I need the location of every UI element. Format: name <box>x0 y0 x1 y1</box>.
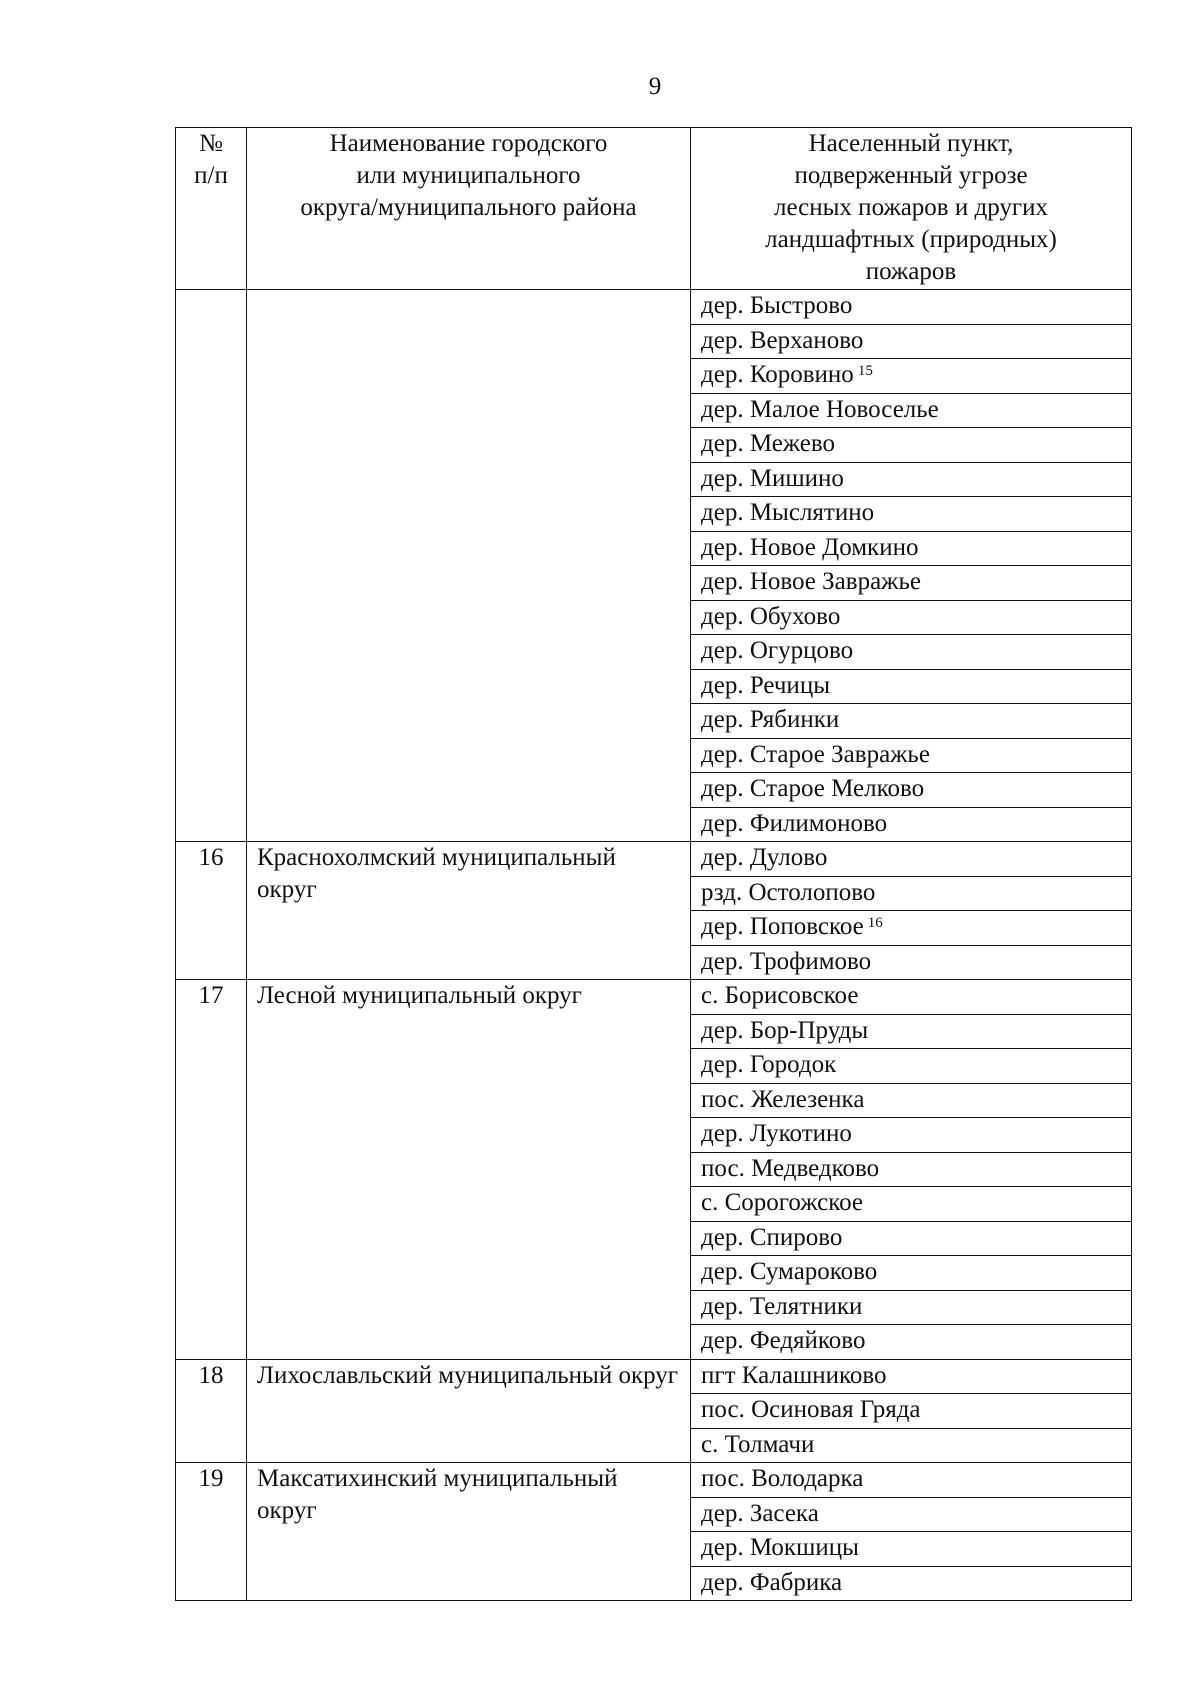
district-name: Максатихинский муниципальный округ <box>247 1463 691 1601</box>
settlements-table <box>175 127 1132 1601</box>
settlement-cell <box>691 1394 1132 1429</box>
settlement-cell <box>691 1014 1132 1049</box>
header-settlement-line: лесных пожаров и других <box>773 194 1049 221</box>
settlement-cell <box>691 1118 1132 1153</box>
settlement-cell <box>691 807 1132 842</box>
settlement-name: дер. Дулово <box>701 844 828 871</box>
settlement-cell <box>691 1497 1132 1532</box>
settlement-name: пгт Калашниково <box>701 1361 887 1389</box>
settlement-cell <box>691 1463 1132 1498</box>
settlement-cell <box>691 566 1132 601</box>
footnote-marker: 15 <box>857 363 873 379</box>
header-settlement <box>691 128 1132 290</box>
table-header <box>176 128 1132 290</box>
settlement-name: дер. Бор-Пруды <box>701 1016 869 1044</box>
settlement-cell <box>691 1221 1132 1256</box>
settlement-cell <box>691 324 1132 359</box>
settlement-name: дер. Лукотино <box>701 1120 852 1147</box>
settlement-name: дер. Огурцово <box>701 637 854 664</box>
settlement-cell <box>691 876 1132 911</box>
row-number: 19 <box>176 1463 247 1601</box>
settlement-cell <box>691 738 1132 773</box>
header-settlement-line: подверженный угрозе <box>794 162 1028 189</box>
settlement-name: дер. Городок <box>701 1051 837 1078</box>
settlement-name: пос. Медведково <box>701 1154 880 1182</box>
settlement-name: с. Толмачи <box>701 1430 815 1458</box>
header-district-line: или муниципального <box>356 162 581 189</box>
header-district-line: Наименование городского <box>329 130 608 157</box>
header-settlement-line: Населенный пункт, <box>808 130 1014 157</box>
settlement-cell <box>691 462 1132 497</box>
settlement-cell <box>691 911 1132 946</box>
settlement-cell <box>691 1049 1132 1084</box>
settlement-cell <box>691 428 1132 463</box>
settlement-cell <box>691 1152 1132 1187</box>
header-num-line: п/п <box>194 162 228 189</box>
row-number <box>176 290 247 842</box>
table-row <box>176 290 1132 325</box>
settlement-name: дер. Филимоново <box>701 809 888 837</box>
district-name <box>247 290 691 842</box>
settlement-cell <box>691 1359 1132 1394</box>
row-number: 17 <box>176 980 247 1360</box>
settlement-cell <box>691 1566 1132 1601</box>
footnote-marker: 16 <box>867 915 883 931</box>
settlement-name: с. Борисовское <box>701 982 859 1009</box>
settlement-name: дер. Телятники <box>701 1292 863 1320</box>
settlement-name: дер. Старое Мелково <box>701 775 925 802</box>
header-settlement-line: пожаров <box>865 258 957 285</box>
header-num-line: № <box>199 130 223 157</box>
district-name: Лесной муниципальный округ <box>247 980 691 1360</box>
settlement-name: пос. Осиновая Гряда <box>701 1396 921 1423</box>
settlement-name: дер. Старое Завражье <box>701 740 930 768</box>
settlement-name: дер. Речицы <box>701 671 830 699</box>
header-district-line: округа/муниципального района <box>300 194 637 221</box>
settlement-name: дер. Спирово <box>701 1223 843 1251</box>
settlement-name: дер. Обухово <box>701 602 841 630</box>
settlement-name: дер. Мишино <box>701 464 844 492</box>
settlement-name: дер. Новое Завражье <box>701 568 921 595</box>
header-num <box>176 128 247 290</box>
table-row <box>176 842 1132 877</box>
settlement-cell <box>691 497 1132 532</box>
settlement-name: рзд. Остолопово <box>701 878 876 906</box>
settlement-cell <box>691 1290 1132 1325</box>
settlement-name: дер. Поповское <box>701 913 864 940</box>
settlement-name: пос. Железенка <box>701 1085 865 1113</box>
settlement-cell <box>691 393 1132 428</box>
settlement-name: дер. Рябинки <box>701 706 840 733</box>
settlement-cell <box>691 1325 1132 1360</box>
settlement-cell <box>691 669 1132 704</box>
settlement-cell <box>691 773 1132 808</box>
table-body <box>176 290 1132 1601</box>
table-row <box>176 980 1132 1015</box>
settlement-name: дер. Фабрика <box>701 1568 843 1596</box>
settlement-cell <box>691 1428 1132 1463</box>
header-settlement-line: ландшафтных (природных) <box>765 226 1057 253</box>
settlement-name: дер. Сумароково <box>701 1258 878 1285</box>
settlement-name: дер. Федяйково <box>701 1327 866 1354</box>
settlement-name: дер. Мыслятино <box>701 499 875 526</box>
settlement-cell <box>691 1256 1132 1291</box>
settlement-cell <box>691 842 1132 877</box>
settlement-cell <box>691 600 1132 635</box>
settlement-name: дер. Трофимово <box>701 947 872 975</box>
settlement-cell <box>691 1532 1132 1567</box>
settlement-cell <box>691 531 1132 566</box>
settlement-cell <box>691 1083 1132 1118</box>
table-row <box>176 1463 1132 1498</box>
settlement-name: дер. Быстрово <box>701 292 853 319</box>
settlement-name: пос. Володарка <box>701 1465 864 1492</box>
table-row <box>176 1359 1132 1394</box>
settlement-name: дер. Межево <box>701 430 835 457</box>
settlement-name: дер. Новое Домкино <box>701 533 919 561</box>
row-number: 16 <box>176 842 247 980</box>
settlement-name: дер. Малое Новоселье <box>701 395 939 423</box>
settlement-cell <box>691 1187 1132 1222</box>
settlement-name: с. Сорогожское <box>701 1189 863 1216</box>
settlement-cell <box>691 704 1132 739</box>
district-name: Лихославльский муниципальный округ <box>247 1359 691 1463</box>
settlement-cell <box>691 980 1132 1015</box>
settlement-name: дер. Мокшицы <box>701 1534 859 1561</box>
settlement-cell <box>691 359 1132 394</box>
settlement-name: дер. Верханово <box>701 326 864 354</box>
settlement-name: дер. Засека <box>701 1499 819 1527</box>
header-district <box>247 128 691 290</box>
page-number: 9 <box>648 73 662 100</box>
settlement-cell <box>691 635 1132 670</box>
settlement-cell <box>691 290 1132 325</box>
district-name: Краснохолмский муниципальный округ <box>247 842 691 980</box>
settlement-cell <box>691 945 1132 980</box>
row-number: 18 <box>176 1359 247 1463</box>
settlement-name: дер. Коровино <box>701 361 854 388</box>
